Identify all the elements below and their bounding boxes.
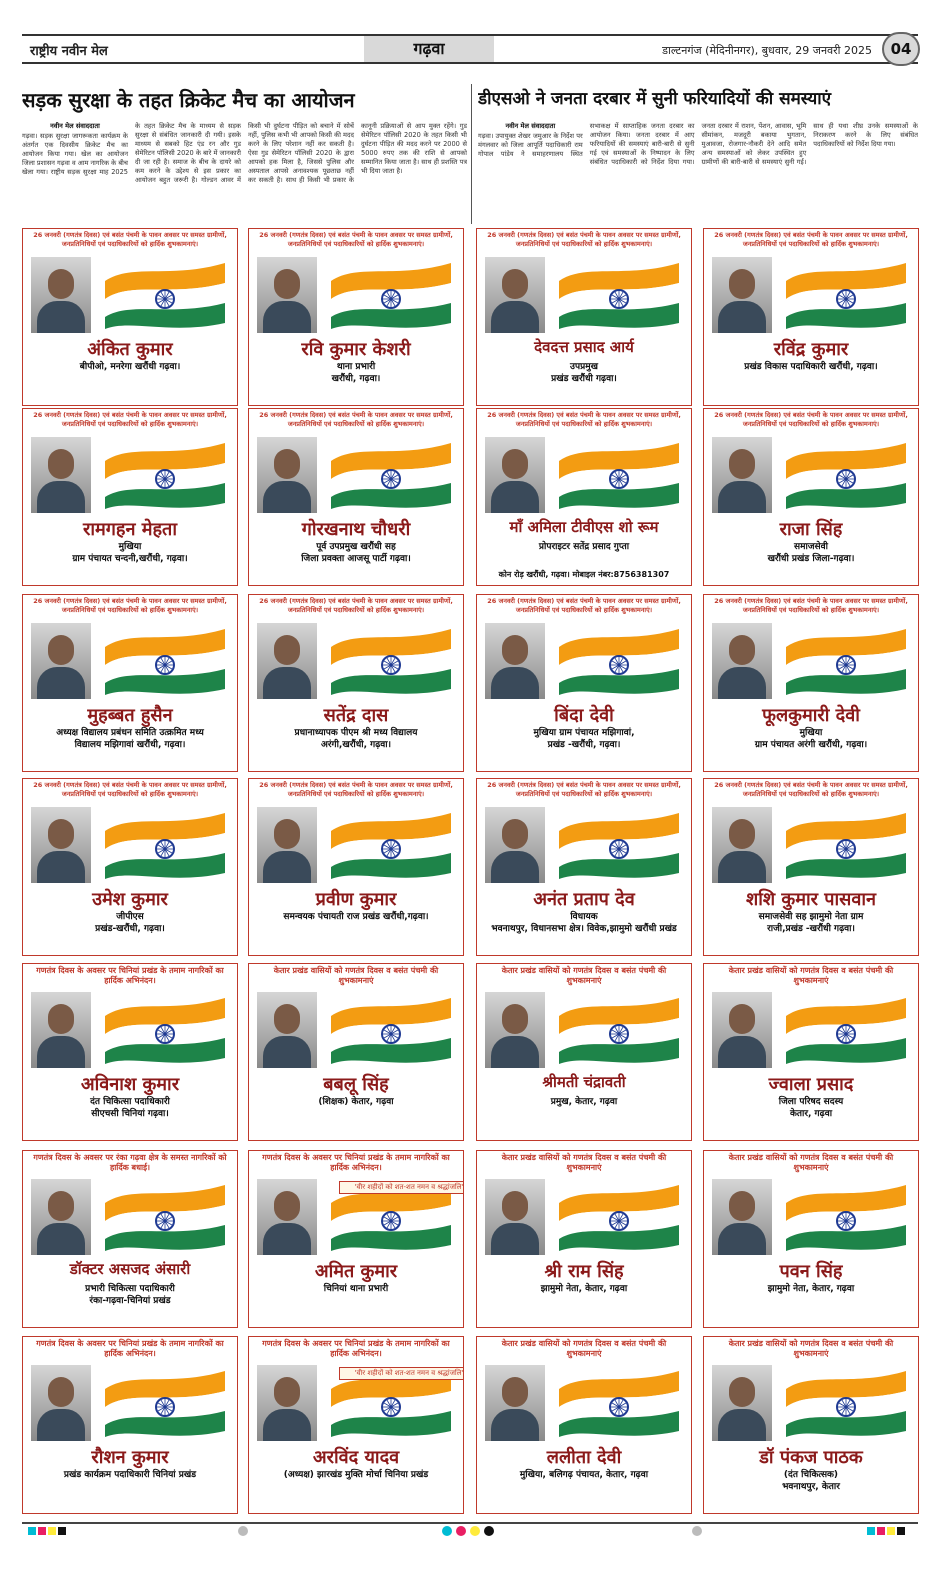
greeting-message: 26 जनवरी (गणतंत्र दिवस) एवं बसंत पंचमी के पावन अवसर पर समस्त ग्रामीणों, जनप्रतिनिधियों एवं पदाधिकारियों को हार्दिक शुभकामनाएं। — [714, 597, 908, 614]
person-name: रवि कुमार केशरी — [301, 339, 411, 360]
greeting-ad-card — [703, 408, 919, 586]
portrait-photo — [485, 623, 545, 699]
greeting-ad-card — [476, 228, 692, 406]
person-designation: जिला परिषद सदस्य केतार, गढ़वा — [778, 1097, 844, 1119]
greeting-message: केतार प्रखंड वासियों को गणतंत्र दिवस व बसंत पंचमी की शुभकामनाएं — [728, 966, 894, 985]
portrait-photo — [31, 623, 91, 699]
greeting-message: 26 जनवरी (गणतंत्र दिवस) एवं बसंत पंचमी के पावन अवसर पर समस्त ग्रामीणों, जनप्रतिनिधियों एवं पदाधिकारियों को हार्दिक शुभकामनाएं। — [714, 781, 908, 798]
tribute-quote: 'वीर शहीदों को शत-शत नमन व श्रद्धांजलि' — [339, 1181, 464, 1194]
greeting-message: गणतंत्र दिवस के अवसर पर चिनियां प्रखंड के तमाम नागरिकों का हार्दिक अभिनंदन। — [262, 1153, 450, 1172]
tricolor-flag-icon — [327, 809, 455, 879]
person-name: डॉ पंकज पाठक — [759, 1447, 863, 1468]
tricolor-flag-icon — [782, 259, 910, 329]
person-designation: प्रोपराइटर सतेंद्र प्रसाद गुप्ता — [538, 542, 630, 552]
greeting-ad-card — [22, 594, 238, 772]
portrait-photo — [712, 437, 772, 513]
tricolor-flag-icon — [101, 1367, 229, 1437]
person-designation: मुखिया ग्राम पंचायत चन्दनी,खरौंधी, गढ़वा। — [72, 542, 188, 564]
portrait-photo — [712, 992, 772, 1068]
tricolor-flag-icon — [782, 1181, 910, 1251]
portrait-photo — [712, 807, 772, 883]
portrait-photo — [485, 1179, 545, 1255]
greeting-message: 26 जनवरी (गणतंत्र दिवस) एवं बसंत पंचमी के पावन अवसर पर समस्त ग्रामीणों, जनप्रतिनिधियों एवं पदाधिकारियों को हार्दिक शुभकामनाएं। — [487, 597, 681, 614]
greeting-message: गणतंत्र दिवस के अवसर पर रंका गढ़वा क्षेत्र के समस्त नागरिकों को हार्दिक बधाई। — [33, 1153, 227, 1172]
greeting-message: केतार प्रखंड वासियों को गणतंत्र दिवस व बसंत पंचमी की शुभकामनाएं — [273, 966, 439, 985]
person-name: अनंत प्रताप देव — [533, 889, 635, 910]
person-designation: समन्वयक पंचायती राज प्रखंड खरौंधी,गढ़वा। — [283, 912, 429, 922]
person-designation: प्रमुख, केतार, गढ़वा — [550, 1097, 618, 1107]
registration-dot — [470, 1526, 480, 1536]
portrait-photo — [257, 1179, 317, 1255]
story-text: गढ़वा। सड़क सुरक्षा जागरूकता कार्यक्रम के अंतर्गत एक दिवसीय क्रिकेट मैच का आयोजन किया गया। खेल का आयोजन जिला प्रशासन गढ़वा व आम नागरिक के बीच खेला गया। राष्ट्रीय सड़क सुरक्षा माह 2025 के तहत क्रिकेट मैच के माध्यम से सड़क सुरक्षा से संबंधित जानकारी दी गयी। इसके माध्यम से सबको हिट एंड रन और गुड सेमेरिटन पॉलिसी 2020 के बारे में जानकारी दी जा रही है। समाज के बीच के दायरे को कम करने के उद्देश्य से इस प्रकार का आयोजन बहुत जरूरी है। गोल्डन आवर में किसी भी दुर्घटना पीड़ित को बचाने में सोचें नहीं, पुलिस कभी भी आपको किसी की मदद करने के लिए परेशान नहीं कर सकती है। ऐसा गुड सेमेरिटन पॉलिसी 2020 के द्वारा आपको हक मिला है, जिससे पुलिस और अस्पताल आपसे अनावश्यक पूछताछ नहीं कर सकती है। साथ ही किसी भी प्रकार के कानूनी प्रक्रियाओं से आप मुक्त रहेंगे। गुड सेमेरिटन पॉलिसी 2020 के तहत किसी भी दुर्घटना पीड़ित की मदद करने पर 2000 से 5000 रुपए तक की राशि से आपको सम्मानित किया जाता है। साथ ही प्रशस्ति पत्र भी दिया जाता है। — [22, 122, 467, 184]
registration-dot — [442, 1526, 452, 1536]
section-title: गढ़वा — [364, 36, 494, 62]
person-designation: समाजसेवी सह झामुमो नेता ग्राम राजी,प्रखंड -खरौंधी गढ़वा। — [758, 912, 864, 934]
story-byline: नवीन मेल संवाददाता — [50, 122, 100, 130]
greeting-ad-card — [476, 1150, 692, 1328]
color-registration-mark — [38, 1527, 46, 1535]
color-registration-mark — [58, 1527, 66, 1535]
person-designation: (दंत चिकित्सक) भवनाथपुर, केतार — [782, 1470, 840, 1492]
registration-dot — [456, 1526, 466, 1536]
greeting-message: 26 जनवरी (गणतंत्र दिवस) एवं बसंत पंचमी के पावन अवसर पर समस्त ग्रामीणों, जनप्रतिनिधियों एवं पदाधिकारियों को हार्दिक शुभकामनाएं। — [33, 231, 227, 248]
greeting-ad-card — [476, 778, 692, 956]
person-designation: समाजसेवी खरौंधी प्रखंड जिला-गढ़वा। — [767, 542, 855, 564]
portrait-photo — [31, 992, 91, 1068]
portrait-photo — [712, 1179, 772, 1255]
color-registration-mark — [28, 1527, 36, 1535]
person-designation: विधायक भवनाथपुर, विधानसभा क्षेत्र। विवेक,झामुमो खरौंधी प्रखंड — [491, 912, 677, 934]
tricolor-flag-icon — [327, 439, 455, 509]
greeting-ad-card — [248, 408, 464, 586]
masthead-brand: राष्ट्रीय नवीन मेल — [30, 44, 108, 59]
person-name: प्रवीण कुमार — [315, 889, 397, 910]
person-name: श्री राम सिंह — [544, 1261, 624, 1282]
person-designation: मुखिया ग्राम पंचायत अरंगी खरौंधी, गढ़वा। — [754, 728, 868, 750]
portrait-photo — [485, 1365, 545, 1441]
greeting-message: 26 जनवरी (गणतंत्र दिवस) एवं बसंत पंचमी के पावन अवसर पर समस्त ग्रामीणों, जनप्रतिनिधियों एवं पदाधिकारियों को हार्दिक शुभकामनाएं। — [487, 411, 681, 428]
person-name: माँ अमिला टीवीएस शो रूम — [509, 518, 659, 536]
person-designation: प्रधानाध्यापक पीएम श्री मध्य विद्यालय अरंगी,खरौंधी, गढ़वा। — [294, 728, 418, 750]
person-designation: चिनियां थाना प्रभारी — [323, 1284, 389, 1294]
greeting-ad-card — [248, 594, 464, 772]
person-name: फूलकुमारी देवी — [762, 705, 860, 726]
tricolor-flag-icon — [782, 439, 910, 509]
person-name: उमेश कुमार — [92, 889, 168, 910]
portrait-photo — [31, 1179, 91, 1255]
color-registration-mark — [897, 1527, 905, 1535]
story-byline: नवीन मेल संवाददाता — [505, 122, 556, 130]
greeting-ad-card — [248, 1336, 464, 1514]
registration-dot — [692, 1526, 702, 1536]
person-designation: प्रखंड कार्यक्रम पदाधिकारी चिनियां प्रखंड — [63, 1470, 197, 1480]
person-designation: मुखिया ग्राम पंचायत मझिगावां, प्रखंड -खरौंधी, गढ़वा। — [533, 728, 635, 750]
person-designation: जीपीएस प्रखंड-खरौंधी, गढ़वा। — [95, 912, 165, 934]
person-name: बबलू सिंह — [323, 1074, 389, 1095]
tricolor-flag-icon — [555, 439, 683, 509]
portrait-photo — [257, 992, 317, 1068]
greeting-ad-card — [703, 228, 919, 406]
person-name: रामगहन मेहता — [83, 519, 177, 540]
column-divider — [471, 84, 472, 224]
greeting-ad-card — [248, 778, 464, 956]
color-registration-mark — [48, 1527, 56, 1535]
person-designation: मुखिया, बलिगढ़ पंचायत, केतार, गढ़वा — [519, 1470, 649, 1480]
person-designation: उपप्रमुख प्रखंड खरौंधी गढ़वा। — [551, 362, 617, 384]
person-name: सतेंद्र दास — [323, 705, 389, 726]
page-header — [22, 34, 918, 64]
tricolor-flag-icon — [555, 809, 683, 879]
person-name: मुहब्बत हुसैन — [87, 705, 173, 726]
greeting-message: 26 जनवरी (गणतंत्र दिवस) एवं बसंत पंचमी के पावन अवसर पर समस्त ग्रामीणों, जनप्रतिनिधियों एवं पदाधिकारियों को हार्दिक शुभकामनाएं। — [259, 597, 453, 614]
tricolor-flag-icon — [101, 259, 229, 329]
greeting-message: 26 जनवरी (गणतंत्र दिवस) एवं बसंत पंचमी के पावन अवसर पर समस्त ग्रामीणों, जनप्रतिनिधियों एवं पदाधिकारियों को हार्दिक शुभकामनाएं। — [259, 781, 453, 798]
person-designation: झामुमो नेता, केतार, गढ़वा — [767, 1284, 855, 1294]
story-body-dso — [478, 122, 918, 214]
greeting-message: केतार प्रखंड वासियों को गणतंत्र दिवस व बसंत पंचमी की शुभकामनाएं — [501, 1153, 667, 1172]
person-name: डॉक्टर असजद अंसारी — [69, 1260, 191, 1278]
portrait-photo — [31, 1365, 91, 1441]
greeting-ad-card — [476, 963, 692, 1141]
shop-address: कोन रोड़ खरौंधी, गढ़वा। मोबाइल नंबर:8756381307 — [498, 570, 670, 579]
tricolor-flag-icon — [101, 994, 229, 1064]
greeting-ad-card — [703, 963, 919, 1141]
tricolor-flag-icon — [555, 994, 683, 1064]
greeting-ad-card — [703, 594, 919, 772]
greeting-message: गणतंत्र दिवस के अवसर पर चिनियां प्रखंड के तमाम नागरिकों का हार्दिक अभिनंदन। — [262, 1339, 450, 1358]
person-name: देवदत्त प्रसाद आर्य — [534, 338, 634, 356]
page-number: 04 — [882, 32, 920, 66]
portrait-photo — [31, 437, 91, 513]
tricolor-flag-icon — [101, 439, 229, 509]
greeting-message: 26 जनवरी (गणतंत्र दिवस) एवं बसंत पंचमी के पावन अवसर पर समस्त ग्रामीणों, जनप्रतिनिधियों एवं पदाधिकारियों को हार्दिक शुभकामनाएं। — [33, 411, 227, 428]
greeting-ad-card — [22, 408, 238, 586]
greeting-ad-card — [248, 963, 464, 1141]
person-designation: (शिक्षक) केतार, गढ़वा — [318, 1097, 394, 1107]
portrait-photo — [257, 257, 317, 333]
tricolor-flag-icon — [327, 259, 455, 329]
greeting-ad-card — [22, 228, 238, 406]
greeting-message: केतार प्रखंड वासियों को गणतंत्र दिवस व बसंत पंचमी की शुभकामनाएं — [728, 1339, 894, 1358]
tribute-quote: 'वीर शहीदों को शत-शत नमन व श्रद्धांजलि' — [339, 1367, 464, 1380]
portrait-photo — [712, 623, 772, 699]
person-name: ललीता देवी — [546, 1447, 622, 1468]
greeting-message: केतार प्रखंड वासियों को गणतंत्र दिवस व बसंत पंचमी की शुभकामनाएं — [501, 1339, 667, 1358]
person-designation: दंत चिकित्सा पदाधिकारी सीएचसी चिनियां गढ़वा। — [90, 1097, 170, 1119]
greeting-message: 26 जनवरी (गणतंत्र दिवस) एवं बसंत पंचमी के पावन अवसर पर समस्त ग्रामीणों, जनप्रतिनिधियों एवं पदाधिकारियों को हार्दिक शुभकामनाएं। — [487, 781, 681, 798]
person-name: बिंदा देवी — [554, 705, 614, 726]
person-name: रौशन कुमार — [91, 1447, 169, 1468]
registration-dot — [238, 1526, 248, 1536]
tricolor-flag-icon — [555, 1181, 683, 1251]
person-name: अंकित कुमार — [87, 339, 173, 360]
person-name: श्रीमती चंद्रावती — [542, 1073, 626, 1091]
greeting-message: 26 जनवरी (गणतंत्र दिवस) एवं बसंत पंचमी के पावन अवसर पर समस्त ग्रामीणों, जनप्रतिनिधियों एवं पदाधिकारियों को हार्दिक शुभकामनाएं। — [33, 597, 227, 614]
story-body-cricket — [22, 122, 467, 214]
greeting-message: केतार प्रखंड वासियों को गणतंत्र दिवस व बसंत पंचमी की शुभकामनाएं — [728, 1153, 894, 1172]
greeting-message: गणतंत्र दिवस के अवसर पर चिनियां प्रखंड के तमाम नागरिकों का हार्दिक अभिनंदन। — [36, 966, 224, 985]
portrait-photo — [31, 257, 91, 333]
tricolor-flag-icon — [782, 994, 910, 1064]
portrait-photo — [257, 437, 317, 513]
greeting-message: 26 जनवरी (गणतंत्र दिवस) एवं बसंत पंचमी के पावन अवसर पर समस्त ग्रामीणों, जनप्रतिनिधियों एवं पदाधिकारियों को हार्दिक शुभकामनाएं। — [33, 781, 227, 798]
person-name: अमित कुमार — [314, 1261, 398, 1282]
tricolor-flag-icon — [101, 625, 229, 695]
portrait-photo — [712, 1365, 772, 1441]
story-headline-dso: डीएसओ ने जनता दरबार में सुनी फरियादियों की समस्याएं — [478, 89, 832, 109]
tricolor-flag-icon — [782, 809, 910, 879]
dateline: डाल्टनगंज (मेदिनीनगर), बुधवार, 29 जनवरी 2025 — [662, 44, 872, 57]
greeting-ad-card — [476, 1336, 692, 1514]
greeting-ad-card — [248, 228, 464, 406]
greeting-ad-card — [703, 1150, 919, 1328]
greeting-ad-card — [248, 1150, 464, 1328]
tricolor-flag-icon — [327, 994, 455, 1064]
page-footer — [22, 1522, 918, 1534]
person-name: ज्वाला प्रसाद — [768, 1074, 854, 1095]
greeting-ad-card — [22, 778, 238, 956]
person-designation: बीपीओ, मनरेगा खरौंधी गढ़वा। — [79, 362, 181, 372]
portrait-photo — [31, 807, 91, 883]
tricolor-flag-icon — [555, 259, 683, 329]
portrait-photo — [257, 807, 317, 883]
color-registration-mark — [867, 1527, 875, 1535]
greeting-message: 26 जनवरी (गणतंत्र दिवस) एवं बसंत पंचमी के पावन अवसर पर समस्त ग्रामीणों, जनप्रतिनिधियों एवं पदाधिकारियों को हार्दिक शुभकामनाएं। — [259, 411, 453, 428]
greeting-ad-card — [476, 594, 692, 772]
person-name: शशि कुमार पासवान — [745, 889, 876, 910]
person-designation: झामुमो नेता, केतार, गढ़वा — [540, 1284, 628, 1294]
registration-dot — [484, 1526, 494, 1536]
person-designation: (अध्यक्ष) झारखंड मुक्ति मोर्चा चिनिया प्रखंड — [283, 1470, 429, 1480]
tricolor-flag-icon — [101, 809, 229, 879]
greeting-ad-card — [22, 1150, 238, 1328]
portrait-photo — [257, 1365, 317, 1441]
greeting-message: 26 जनवरी (गणतंत्र दिवस) एवं बसंत पंचमी के पावन अवसर पर समस्त ग्रामीणों, जनप्रतिनिधियों एवं पदाधिकारियों को हार्दिक शुभकामनाएं। — [714, 411, 908, 428]
person-name: पवन सिंह — [779, 1261, 843, 1282]
greeting-ad-card — [476, 408, 692, 586]
portrait-photo — [485, 807, 545, 883]
color-registration-mark — [877, 1527, 885, 1535]
person-name: राजा सिंह — [779, 519, 843, 540]
person-name: अविनाश कुमार — [80, 1074, 180, 1095]
portrait-photo — [257, 623, 317, 699]
greeting-message: 26 जनवरी (गणतंत्र दिवस) एवं बसंत पंचमी के पावन अवसर पर समस्त ग्रामीणों, जनप्रतिनिधियों एवं पदाधिकारियों को हार्दिक शुभकामनाएं। — [714, 231, 908, 248]
tricolor-flag-icon — [555, 625, 683, 695]
portrait-photo — [485, 992, 545, 1068]
portrait-photo — [485, 257, 545, 333]
person-name: गोरखनाथ चौधरी — [301, 519, 411, 540]
greeting-ad-card — [703, 1336, 919, 1514]
person-name: अरविंद यादव — [312, 1447, 400, 1468]
greeting-message: गणतंत्र दिवस के अवसर पर चिनियां प्रखंड के तमाम नागरिकों का हार्दिक अभिनंदन। — [36, 1339, 224, 1358]
greeting-ad-card — [22, 963, 238, 1141]
tricolor-flag-icon — [782, 1367, 910, 1437]
tricolor-flag-icon — [555, 1367, 683, 1437]
story-headline-cricket: सड़क सुरक्षा के तहत क्रिकेट मैच का आयोजन — [22, 88, 355, 112]
tricolor-flag-icon — [782, 625, 910, 695]
greeting-message: 26 जनवरी (गणतंत्र दिवस) एवं बसंत पंचमी के पावन अवसर पर समस्त ग्रामीणों, जनप्रतिनिधियों एवं पदाधिकारियों को हार्दिक शुभकामनाएं। — [487, 231, 681, 248]
person-designation: प्रखंड विकास पदाधिकारी खरौंधी, गढ़वा। — [744, 362, 878, 372]
greeting-ad-card — [703, 778, 919, 956]
greeting-message: 26 जनवरी (गणतंत्र दिवस) एवं बसंत पंचमी के पावन अवसर पर समस्त ग्रामीणों, जनप्रतिनिधियों एवं पदाधिकारियों को हार्दिक शुभकामनाएं। — [259, 231, 453, 248]
person-designation: अध्यक्ष विद्यालय प्रबंधन समिति उत्क्रमित मध्य विद्यालय मझिगावां खरौंधी, गढ़वा। — [56, 728, 204, 750]
tricolor-flag-icon — [101, 1181, 229, 1251]
person-designation: प्रभारी चिकित्सा पदाधिकारी रंका-गढ़वा-चिनियां प्रखंड — [85, 1284, 175, 1306]
greeting-ad-card — [22, 1336, 238, 1514]
color-registration-mark — [887, 1527, 895, 1535]
portrait-photo — [485, 437, 545, 513]
greeting-message: केतार प्रखंड वासियों को गणतंत्र दिवस व बसंत पंचमी की शुभकामनाएं — [501, 966, 667, 985]
tricolor-flag-icon — [327, 625, 455, 695]
person-designation: थाना प्रभारी खरौंधी, गढ़वा। — [331, 362, 381, 384]
person-designation: पूर्व उपप्रमुख खरौंधी सह जिला प्रवक्ता आजसू पार्टी गढ़वा। — [301, 542, 411, 564]
person-name: रविंद्र कुमार — [773, 339, 849, 360]
portrait-photo — [712, 257, 772, 333]
story-text: गढ़वा। उपायुक्त शेखर जमुआर के निर्देश पर मंगलवार को जिला आपूर्ति पदाधिकारी राम गोपाल पांडेय ने समाहरणालय स्थित सभाकक्ष में साप्ताहिक जनता दरबार का आयोजन किया। जनता दरबार में आए फरियादियों की समस्याएं बारी-बारी से सुनी गई एवं समस्याओं के निष्पादन के लिए संबंधित पदाधिकारी को निर्देश दिया गया। जनता दरबार में राशन, पेंशन, आवास, भूमि सीमांकन, मजदूरी बकाया भुगतान, मुआवजा, रोजगार-नौकरी देने आदि समेत अन्य समस्याओं को लेकर उपस्थित हुए ग्रामीणों की बारी-बारी से समस्याएं सुनी गईं। साथ ही यथा शीघ्र उनके समस्याओं के निराकरण करने के लिए संबंधित पदाधिकारियों को निर्देश दिया गया। — [478, 122, 918, 166]
